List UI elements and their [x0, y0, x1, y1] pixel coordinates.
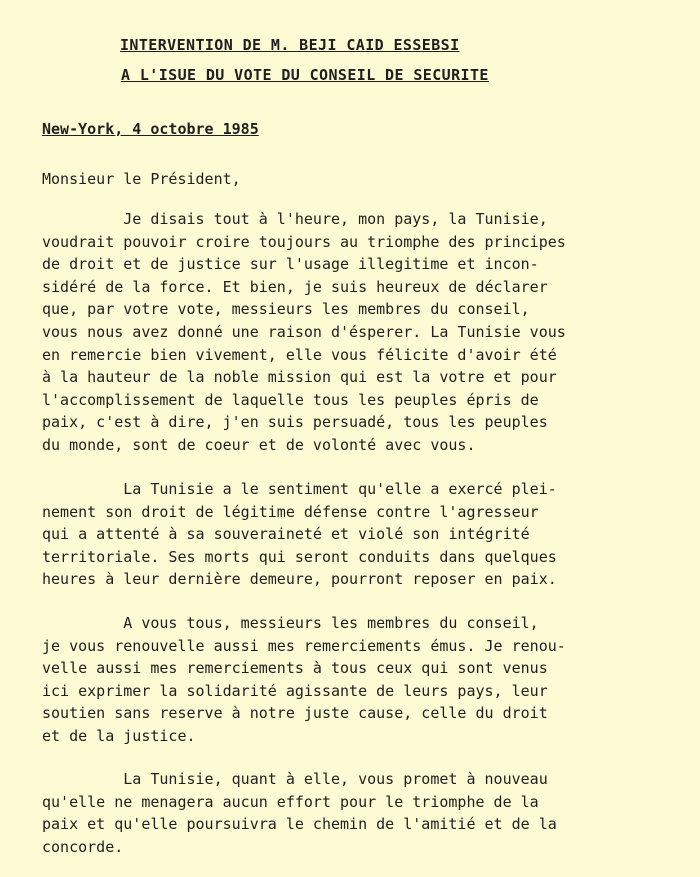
salutation: Monsieur le Président,: [42, 170, 241, 188]
document-title: [0, 30, 700, 90]
paragraph-3: [42, 612, 682, 748]
text-line: sidéré de la force. Et bien, je suis heureux de déclarer: [42, 277, 548, 296]
text-line: Je disais tout à l'heure, mon pays, la Tunisie,: [42, 210, 548, 228]
text-line: qui a attenté à sa souveraineté et violé son intégrité: [42, 525, 530, 544]
paragraph-2: [42, 478, 682, 591]
text-line: je vous renouvelle aussi mes remerciements émus. Je renou-: [42, 636, 566, 655]
text-line: La Tunisie, quant à elle, vous promet à nouveau: [42, 770, 548, 788]
text-line: concorde.: [42, 837, 124, 856]
text-line: heures à leur dernière demeure, pourront reposer en paix.: [42, 570, 557, 589]
text-line: l'accomplissement de laquelle tous les peuples épris de: [42, 390, 539, 409]
text-line: A vous tous, messieurs les membres du conseil,: [42, 614, 539, 632]
text-line: La Tunisie a le sentiment qu'elle a exercé plei-: [42, 480, 557, 498]
text-line: à la hauteur de la noble mission qui est la votre et pour: [42, 368, 557, 387]
title-line-2: A L'ISUE DU VOTE DU CONSEIL DE SECURITE: [121, 66, 489, 84]
text-line: qu'elle ne menagera aucun effort pour le triomphe de la: [42, 792, 539, 811]
text-line: ici exprimer la solidarité agissante de leurs pays, leur: [42, 681, 548, 700]
text-line: que, par votre vote, messieurs les membres du conseil,: [42, 300, 530, 319]
text-line: velle aussi mes remerciements à tous ceux qui sont venus: [42, 659, 548, 678]
text-line: voudrait pouvoir croire toujours au triomphe des principes: [42, 232, 566, 251]
text-line: territoriale. Ses morts qui seront conduits dans quelques: [42, 547, 557, 566]
title-line-1: INTERVENTION DE M. BEJI CAID ESSEBSI: [120, 36, 460, 54]
text-line: et de la justice.: [42, 726, 196, 745]
text-line: en remercie bien vivement, elle vous félicite d'avoir été: [42, 345, 557, 364]
text-line: vous nous avez donné une raison d'ésperer. La Tunisie vous: [42, 322, 566, 341]
text-line: paix, c'est à dire, j'en suis persuadé, tous les peuples: [42, 413, 548, 432]
text-line: soutien sans reserve à notre juste cause, celle du droit: [42, 704, 548, 723]
text-line: du monde, sont de coeur et de volonté avec vous.: [42, 435, 476, 454]
dateline: New-York, 4 octobre 1985: [42, 120, 259, 138]
text-line: nement son droit de légitime défense contre l'agresseur: [42, 502, 539, 521]
paragraph-4: [42, 768, 682, 858]
text-line: paix et qu'elle poursuivra le chemin de l'amitié et de la: [42, 815, 557, 834]
paragraph-1: [42, 208, 682, 457]
text-line: de droit et de justice sur l'usage illegitime et incon-: [42, 255, 539, 274]
